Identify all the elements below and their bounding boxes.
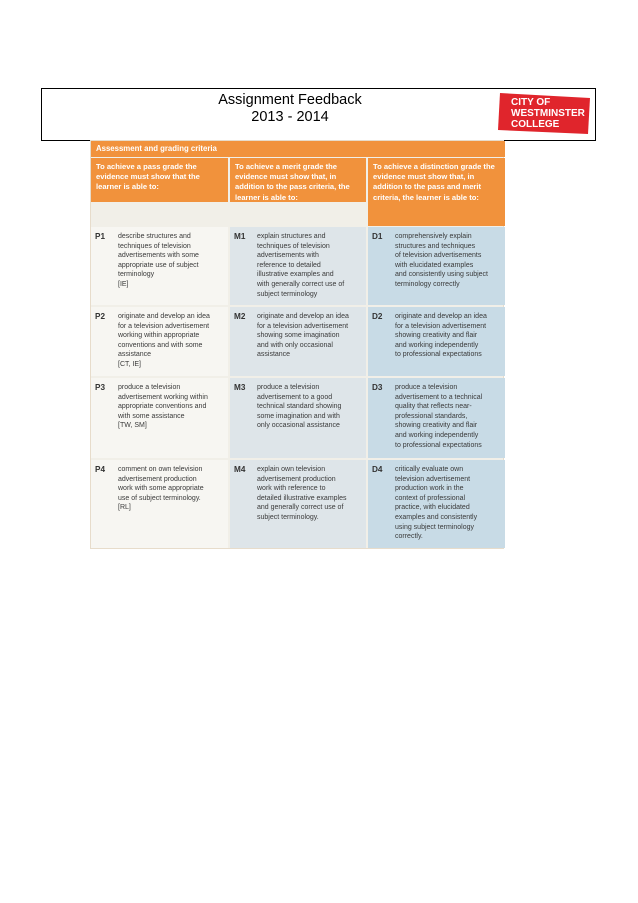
criterion-text: originate and develop an idea for a television advertisement showing creativity and flair and working independently to professional expectations xyxy=(395,313,487,359)
criterion-text: explain own television advertisement production work with reference to detailed illustrative examples and generally correct use of subject terminology. xyxy=(257,466,347,521)
criterion-code: M3 xyxy=(234,383,246,392)
criterion-p1 xyxy=(91,227,228,305)
page-title xyxy=(42,92,538,126)
title-line-1: Assignment Feedback xyxy=(218,92,362,108)
criterion-code: P3 xyxy=(95,383,106,392)
criterion-text: describe structures and techniques of television advertisements with some appropriate use of subject terminology [IE] xyxy=(118,233,199,288)
logo-line-1: CITY OF xyxy=(511,97,551,108)
criterion-p3 xyxy=(91,378,228,458)
header-box xyxy=(41,88,596,141)
table-title: Assessment and grading criteria xyxy=(91,141,505,157)
criterion-d2 xyxy=(368,307,505,376)
criterion-code: P1 xyxy=(95,232,106,241)
criterion-text: critically evaluate own television advertisement production work in the context of professional practice, with elucidated examples and consistently using subject terminology correctly. xyxy=(395,466,478,541)
criterion-text: explain structures and techniques of television advertisements with reference to detailed illustrative examples and with generally correct use of subject terminology xyxy=(257,233,345,298)
criterion-code: M2 xyxy=(234,312,246,321)
college-logo xyxy=(498,90,592,137)
merit-column-header: To achieve a merit grade the evidence must show that, in addition to the pass criteria, the learner is able to: xyxy=(230,158,366,202)
distinction-column-header: To achieve a distinction grade the evidence must show that, in addition to the pass and merit criteria, the learner is able to: xyxy=(368,158,505,226)
criterion-code: M4 xyxy=(234,465,246,474)
logo-line-2: WESTMINSTER xyxy=(511,108,585,119)
criterion-code: D1 xyxy=(372,232,383,241)
criterion-code: P2 xyxy=(95,312,106,321)
criterion-m2 xyxy=(230,307,366,376)
title-line-2: 2013 - 2014 xyxy=(251,109,329,125)
criterion-m4 xyxy=(230,460,366,548)
criterion-p4 xyxy=(91,460,228,548)
criterion-m3 xyxy=(230,378,366,458)
grading-criteria-table xyxy=(90,140,504,549)
criterion-text: produce a television advertisement to a good technical standard showing some imagination and with only occasional assistance xyxy=(257,384,342,430)
criterion-text: comment on own television advertisement production work with some appropriate use of subject terminology. [RL] xyxy=(118,466,204,512)
logo-line-3: COLLEGE xyxy=(511,119,560,130)
criterion-d1 xyxy=(368,227,505,305)
criterion-d4 xyxy=(368,460,505,548)
criterion-text: originate and develop an idea for a television advertisement working within appropriate conventions and with some assistance [CT, IE] xyxy=(118,313,210,368)
criterion-code: M1 xyxy=(234,232,246,241)
criterion-code: D3 xyxy=(372,383,383,392)
pass-column-header: To achieve a pass grade the evidence must show that the learner is able to: xyxy=(91,158,228,202)
criterion-code: P4 xyxy=(95,465,106,474)
criterion-text: originate and develop an idea for a television advertisement showing some imagination and with only occasional assistance xyxy=(257,313,349,359)
criterion-code: D2 xyxy=(372,312,383,321)
criterion-m1 xyxy=(230,227,366,305)
criterion-text: comprehensively explain structures and techniques of television advertisements with elucidated examples and consistently using subject terminology correctly xyxy=(395,233,488,288)
criterion-code: D4 xyxy=(372,465,383,474)
criterion-d3 xyxy=(368,378,505,458)
criterion-text: produce a television advertisement working within appropriate conventions and with some assistance [TW, SM] xyxy=(118,384,208,430)
criterion-p2 xyxy=(91,307,228,376)
criterion-text: produce a television advertisement to a technical quality that reflects near- professional standards, showing creativity and flair and working independently to professional expectations xyxy=(395,384,483,449)
